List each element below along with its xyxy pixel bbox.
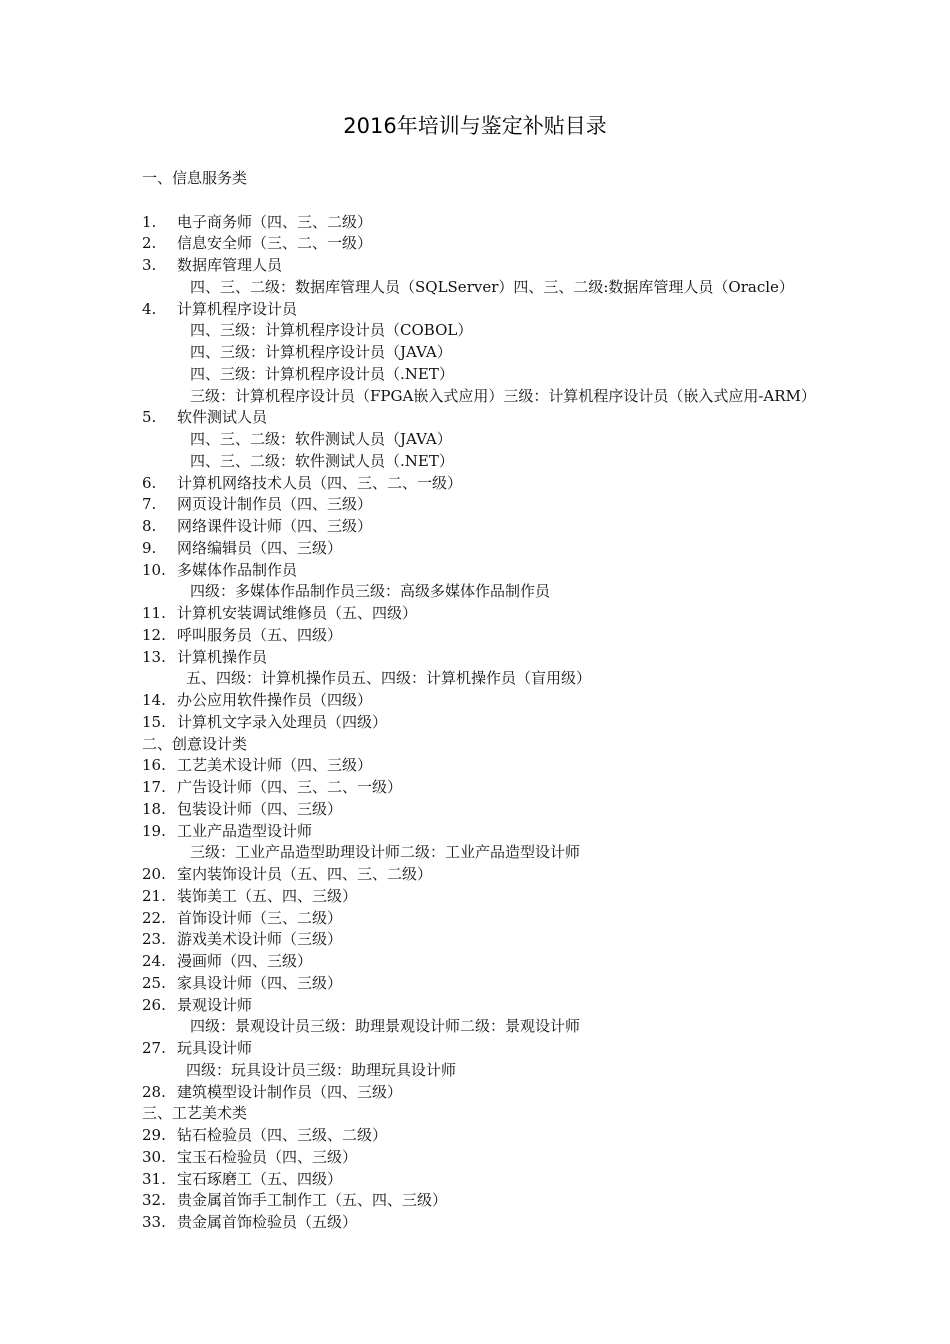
item-text: 软件测试人员 bbox=[177, 408, 268, 427]
item-number: 10. bbox=[142, 560, 166, 579]
item-text: 三级：计算机程序设计员（FPGA嵌入式应用）三级：计算机程序设计员（嵌入式应用-ARM） bbox=[190, 386, 816, 405]
item-number: 9. bbox=[142, 538, 157, 557]
item-number: 14. bbox=[142, 691, 166, 709]
list-subitem bbox=[0, 1016, 950, 1038]
item-number: 21. bbox=[142, 886, 166, 905]
item-number: 32. bbox=[142, 1191, 166, 1210]
list-item bbox=[0, 973, 950, 995]
list-item bbox=[0, 821, 950, 843]
item-text: 宝玉石检验员（四、三级） bbox=[177, 1147, 358, 1166]
list-item bbox=[0, 864, 950, 886]
list-item bbox=[0, 908, 950, 930]
item-text: 计算机安装调试维修员（五、四级） bbox=[177, 604, 418, 622]
item-number: 17. bbox=[142, 778, 166, 796]
item-number: 13. bbox=[142, 647, 166, 666]
list-item bbox=[0, 625, 950, 647]
item-text: 包装设计师（四、三级） bbox=[177, 799, 343, 818]
item-text: 数据库管理人员 bbox=[177, 256, 283, 274]
item-number: 28. bbox=[142, 1082, 166, 1101]
item-text: 计算机操作员 bbox=[177, 647, 268, 666]
item-number: 2. bbox=[142, 234, 157, 253]
item-text: 网络课件设计师（四、三级） bbox=[177, 517, 373, 535]
item-number: 11. bbox=[142, 604, 166, 622]
item-text: 四级：多媒体作品制作员三级：高级多媒体作品制作员 bbox=[190, 582, 551, 601]
item-number: 29. bbox=[142, 1126, 166, 1144]
item-number: 26. bbox=[142, 995, 166, 1014]
list-item bbox=[0, 212, 950, 234]
item-text: 四、三级：计算机程序设计员（COBOL） bbox=[190, 321, 473, 340]
list-subitem bbox=[0, 386, 950, 408]
item-text: 电子商务师（四、三、二级） bbox=[177, 212, 373, 231]
item-text: 三级：工业产品造型助理设计师二级：工业产品造型设计师 bbox=[190, 843, 581, 862]
item-number: 19. bbox=[142, 821, 166, 840]
item-text: 贵金属首饰检验员（五级） bbox=[177, 1213, 358, 1231]
item-text: 家具设计师（四、三级） bbox=[177, 973, 343, 992]
section-heading bbox=[0, 168, 950, 190]
item-text: 一、信息服务类 bbox=[142, 169, 248, 187]
item-text: 工艺美术设计师（四、三级） bbox=[177, 756, 373, 775]
item-number: 5. bbox=[142, 408, 157, 427]
item-number: 6. bbox=[142, 473, 157, 492]
item-text: 游戏美术设计师（三级） bbox=[177, 930, 343, 949]
list-item bbox=[0, 1082, 950, 1104]
list-item bbox=[0, 255, 950, 277]
item-text: 计算机网络技术人员（四、三、二、一级） bbox=[177, 473, 463, 492]
item-text: 办公应用软件操作员（四级） bbox=[177, 691, 373, 709]
item-number: 24. bbox=[142, 952, 166, 970]
list-subitem bbox=[0, 668, 950, 690]
list-item bbox=[0, 712, 950, 734]
item-number: 20. bbox=[142, 865, 166, 883]
item-number: 12. bbox=[142, 625, 166, 644]
item-text: 四级：景观设计员三级：助理景观设计师二级：景观设计师 bbox=[190, 1017, 581, 1036]
item-number: 31. bbox=[142, 1169, 166, 1188]
list-item bbox=[0, 995, 950, 1017]
list-item bbox=[0, 1147, 950, 1169]
list-item bbox=[0, 1169, 950, 1191]
list-item bbox=[0, 647, 950, 669]
list-item bbox=[0, 1038, 950, 1060]
item-text: 四、三级：计算机程序设计员（JAVA） bbox=[190, 343, 452, 361]
item-number: 3. bbox=[142, 256, 157, 274]
item-text: 四、三、二级：软件测试人员（JAVA） bbox=[190, 430, 452, 448]
list-item bbox=[0, 473, 950, 495]
list-subitem bbox=[0, 277, 950, 299]
item-text: 室内装饰设计员（五、四、三、二级） bbox=[177, 865, 433, 883]
item-text: 四级：玩具设计员三级：助理玩具设计师 bbox=[186, 1060, 457, 1079]
section-heading bbox=[0, 1103, 950, 1125]
item-number: 8. bbox=[142, 517, 157, 535]
item-text: 多媒体作品制作员 bbox=[177, 560, 298, 579]
item-text: 四、三、二级：软件测试人员（.NET） bbox=[190, 451, 454, 470]
item-text: 装饰美工（五、四、三级） bbox=[177, 886, 358, 905]
list-item bbox=[0, 538, 950, 560]
item-number: 16. bbox=[142, 756, 166, 775]
list-item bbox=[0, 799, 950, 821]
item-text: 计算机程序设计员 bbox=[177, 299, 298, 318]
item-number: 22. bbox=[142, 908, 166, 927]
item-number: 15. bbox=[142, 712, 166, 731]
list-subitem bbox=[0, 320, 950, 342]
list-item bbox=[0, 560, 950, 582]
item-number: 33. bbox=[142, 1213, 166, 1231]
list-item bbox=[0, 755, 950, 777]
item-text: 玩具设计师 bbox=[177, 1039, 253, 1057]
list-subitem bbox=[0, 581, 950, 603]
item-number: 7. bbox=[142, 495, 157, 514]
list-item bbox=[0, 690, 950, 712]
item-text: 二、创意设计类 bbox=[142, 734, 248, 753]
list-subitem bbox=[0, 429, 950, 451]
item-number: 1. bbox=[142, 212, 157, 231]
catalog-list bbox=[0, 168, 950, 1234]
list-item bbox=[0, 886, 950, 908]
list-item bbox=[0, 233, 950, 255]
item-number: 18. bbox=[142, 799, 166, 818]
item-text: 首饰设计师（三、二级） bbox=[177, 908, 343, 927]
item-text: 信息安全师（三、二、一级） bbox=[177, 234, 373, 253]
list-item bbox=[0, 1212, 950, 1234]
item-text: 漫画师（四、三级） bbox=[177, 952, 313, 970]
item-text: 网络编辑员（四、三级） bbox=[177, 538, 343, 557]
list-item bbox=[0, 494, 950, 516]
item-text: 计算机文字录入处理员（四级） bbox=[177, 712, 388, 731]
item-number: 23. bbox=[142, 930, 166, 949]
list-subitem bbox=[0, 364, 950, 386]
list-item bbox=[0, 299, 950, 321]
item-number: 30. bbox=[142, 1147, 166, 1166]
list-item bbox=[0, 1125, 950, 1147]
list-item bbox=[0, 516, 950, 538]
item-text: 景观设计师 bbox=[177, 995, 253, 1014]
item-text: 钻石检验员（四、三级、二级） bbox=[177, 1126, 388, 1144]
list-item bbox=[0, 1190, 950, 1212]
item-number: 4. bbox=[142, 299, 157, 318]
list-subitem bbox=[0, 842, 950, 864]
item-number: 25. bbox=[142, 973, 166, 992]
item-text: 宝石琢磨工（五、四级） bbox=[177, 1169, 343, 1188]
item-text: 建筑模型设计制作员（四、三级） bbox=[177, 1082, 403, 1101]
item-text: 四、三级：计算机程序设计员（.NET） bbox=[190, 364, 454, 383]
list-item bbox=[0, 929, 950, 951]
section-heading bbox=[0, 734, 950, 756]
list-item bbox=[0, 603, 950, 625]
item-text: 工业产品造型设计师 bbox=[177, 821, 313, 840]
item-text: 五、四级：计算机操作员五、四级：计算机操作员（盲用级） bbox=[186, 669, 592, 688]
list-subitem bbox=[0, 1060, 950, 1082]
list-item bbox=[0, 777, 950, 799]
item-text: 呼叫服务员（五、四级） bbox=[177, 625, 343, 644]
list-subitem bbox=[0, 342, 950, 364]
item-number: 27. bbox=[142, 1039, 166, 1057]
document-title: 2016年培训与鉴定补贴目录 bbox=[343, 114, 607, 138]
item-text: 三、工艺美术类 bbox=[142, 1104, 248, 1123]
item-text: 广告设计师（四、三、二、一级） bbox=[177, 778, 403, 796]
list-subitem bbox=[0, 451, 950, 473]
list-item bbox=[0, 951, 950, 973]
item-text: 四、三、二级：数据库管理人员（SQLServer）四、三、二级:数据库管理人员（Oracle） bbox=[190, 277, 794, 296]
spacer bbox=[0, 190, 950, 212]
item-text: 网页设计制作员（四、三级） bbox=[177, 495, 373, 514]
list-item bbox=[0, 407, 950, 429]
item-text: 贵金属首饰手工制作工（五、四、三级） bbox=[177, 1191, 448, 1210]
